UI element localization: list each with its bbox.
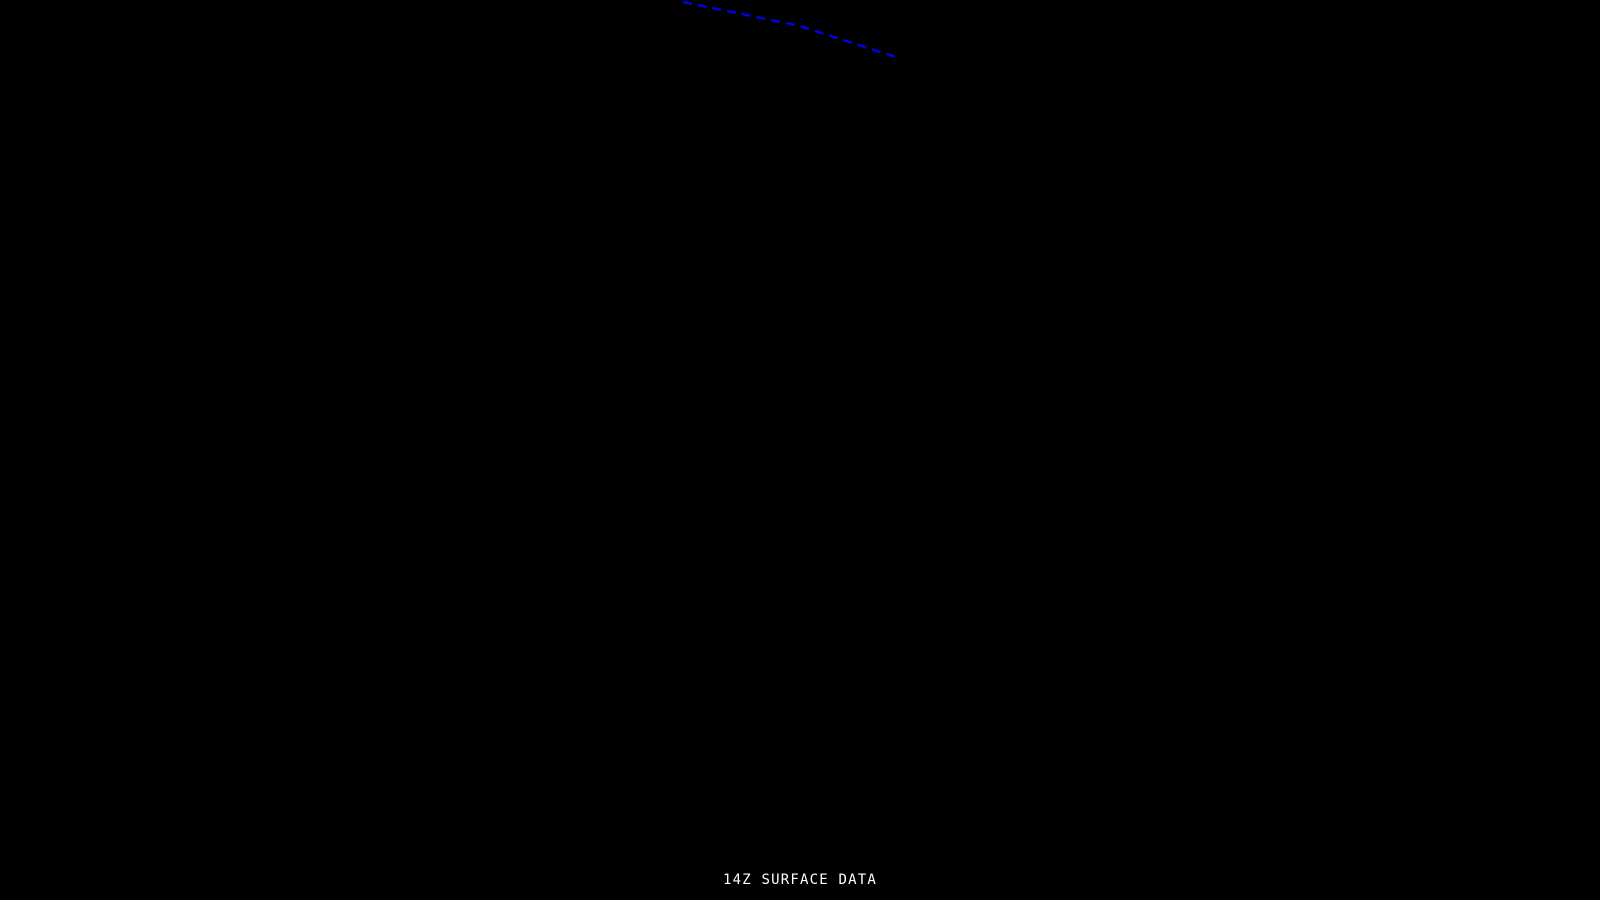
map-caption: 14Z SURFACE DATA bbox=[722, 872, 878, 888]
